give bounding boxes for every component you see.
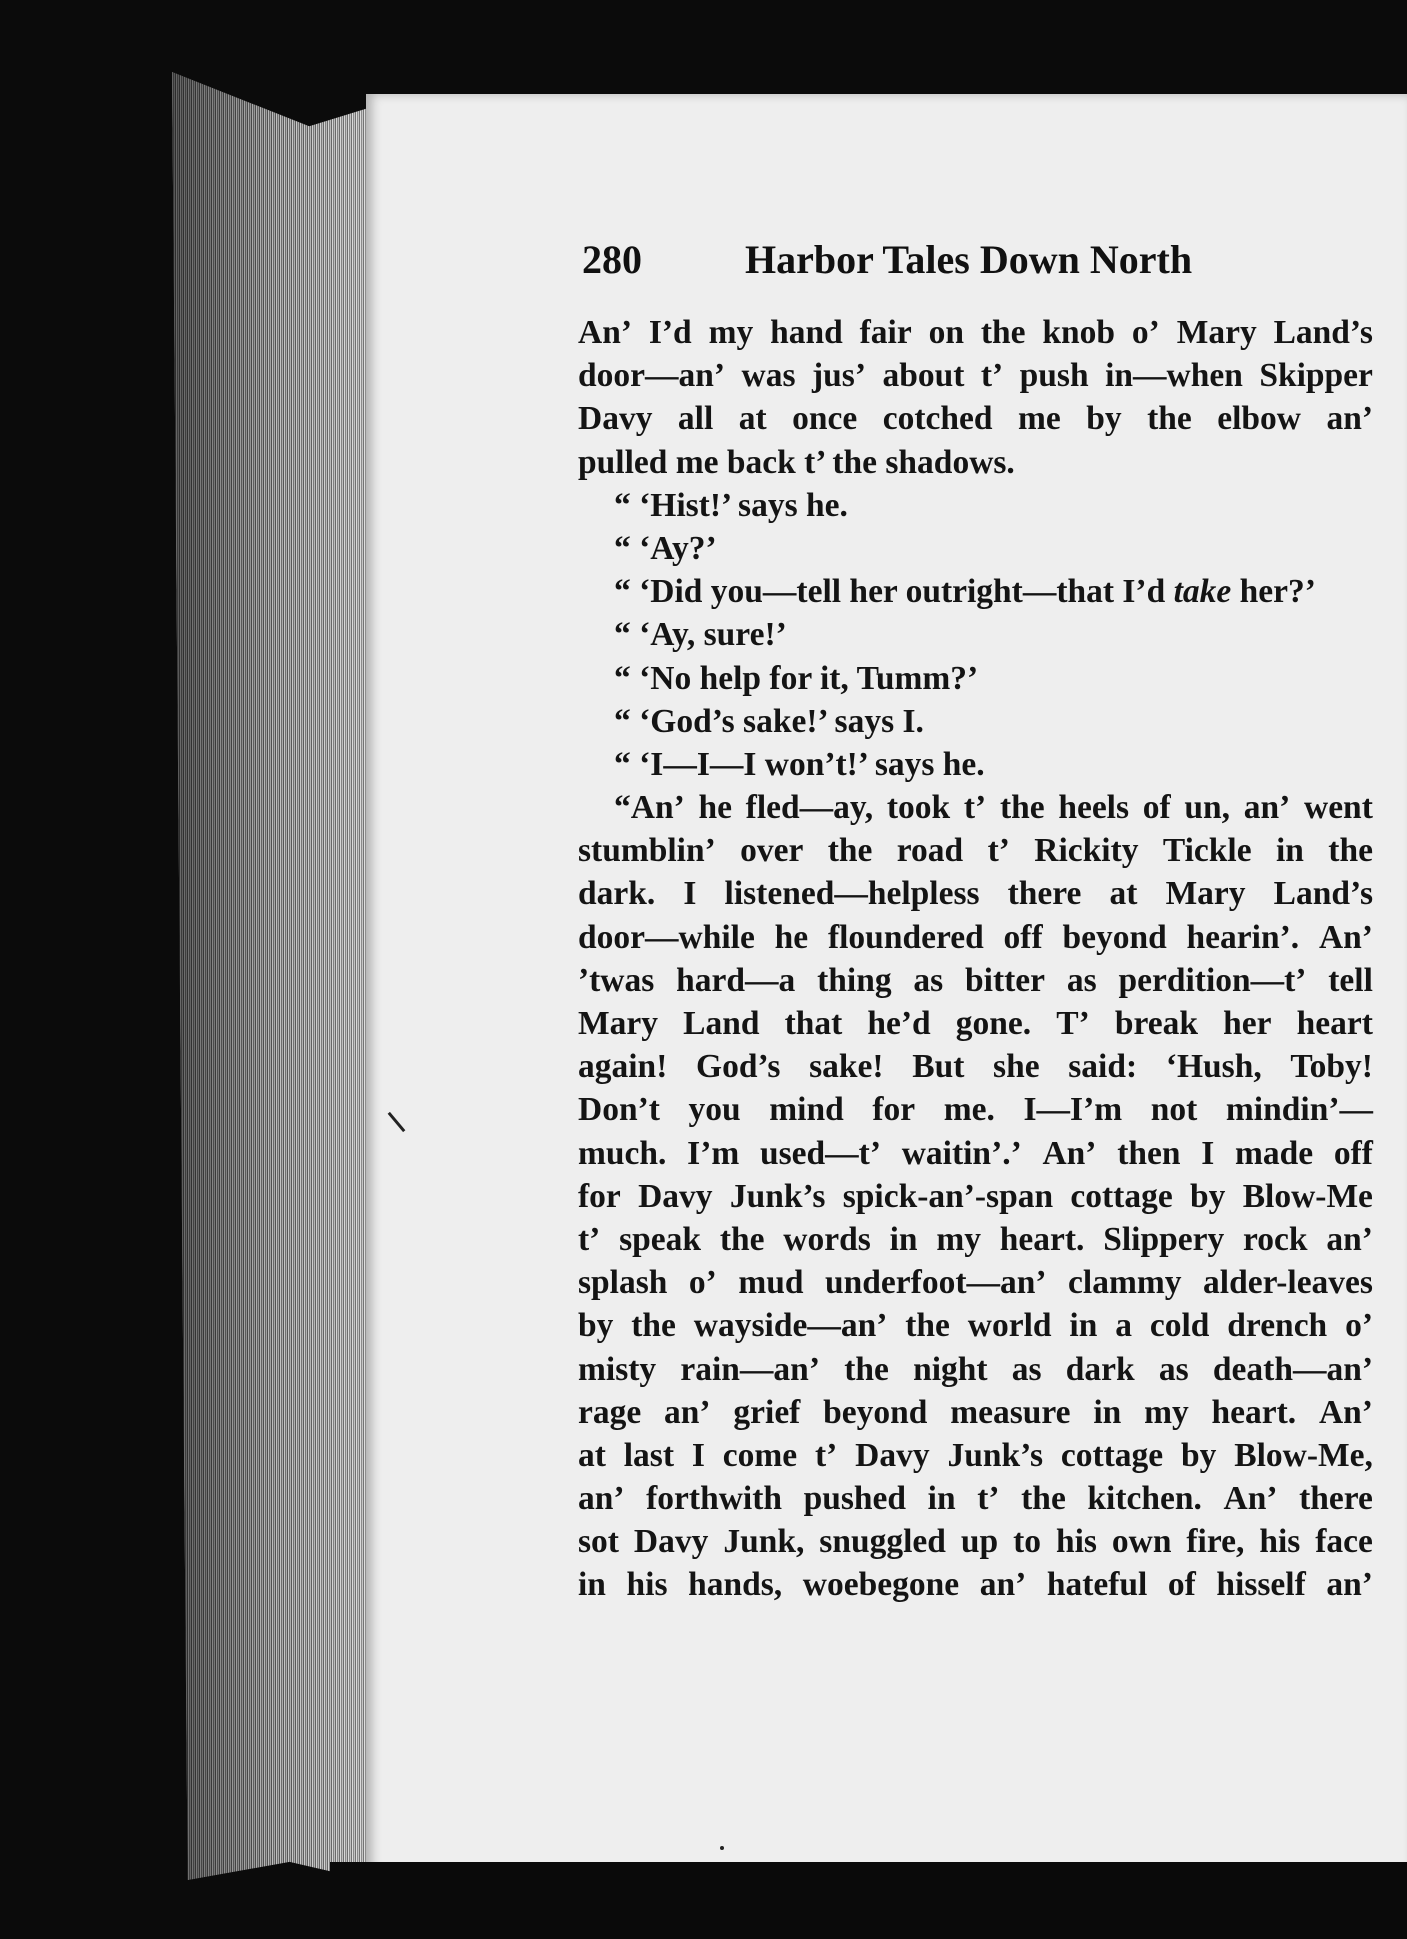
word: elbow	[1217, 400, 1301, 438]
word: floundered	[827, 918, 984, 956]
text-line	[578, 1434, 1373, 1477]
word: there	[1007, 875, 1082, 913]
word: Don’t	[578, 1091, 660, 1129]
word: Junk’s	[947, 1436, 1044, 1474]
italic-word: take	[1173, 573, 1232, 611]
word: the	[844, 1350, 889, 1388]
word: an’	[979, 1566, 1027, 1604]
line-text	[578, 1304, 1373, 1347]
word: as	[913, 961, 944, 999]
word: Land’s	[1273, 875, 1373, 913]
word: Mary	[1176, 314, 1257, 351]
text-line	[578, 1261, 1373, 1304]
word: an’	[578, 1480, 625, 1518]
text-line	[578, 613, 1373, 656]
word: tell	[1328, 961, 1373, 999]
word: woebegone	[802, 1566, 960, 1604]
word: T’	[1056, 1005, 1090, 1042]
word: Land’s	[1273, 314, 1373, 351]
word: Junk’s	[729, 1177, 826, 1215]
word: wayside—an’	[693, 1307, 888, 1345]
word: went	[1304, 789, 1373, 827]
word: rage	[578, 1393, 642, 1431]
word: t’	[814, 1436, 838, 1474]
word: dark.	[578, 875, 656, 913]
word: drench	[1227, 1307, 1328, 1345]
word: I’d	[648, 314, 692, 351]
word: I—I’m	[1023, 1091, 1123, 1129]
word: at	[1109, 875, 1138, 913]
word: t’	[980, 357, 1004, 395]
word: Blow-Me	[1242, 1177, 1373, 1215]
word: o’	[1345, 1307, 1373, 1345]
text-line	[578, 1045, 1373, 1088]
word: over	[740, 832, 804, 870]
word: my	[1144, 1393, 1189, 1431]
word: in	[1275, 832, 1304, 870]
word: off	[1003, 918, 1043, 956]
word: alder-leaves	[1203, 1264, 1373, 1302]
word: face	[1315, 1523, 1373, 1561]
line-text	[578, 1045, 1373, 1088]
line-text	[578, 1132, 1373, 1175]
word: at	[578, 1436, 606, 1474]
line-text	[578, 1261, 1373, 1304]
word: pushed	[803, 1480, 907, 1518]
word: an’	[1326, 1220, 1373, 1258]
word: snuggled	[819, 1523, 946, 1561]
text-line	[578, 397, 1373, 440]
word: push	[1019, 357, 1089, 395]
line-text: “ ‘God’s sake!’ says I.	[614, 702, 924, 740]
line-text: “ ‘Ay, sure!’	[614, 616, 787, 654]
word: sake!	[809, 1048, 884, 1086]
text-line	[578, 700, 1373, 743]
word: Land	[683, 1005, 760, 1042]
line-text	[578, 1563, 1373, 1606]
word: by	[578, 1307, 614, 1345]
word: grief	[733, 1393, 801, 1431]
word: un,	[1184, 789, 1231, 827]
word: a	[1115, 1307, 1132, 1345]
body-text	[578, 311, 1373, 1607]
word: in	[578, 1566, 606, 1604]
line-text-after: her?’	[1231, 573, 1316, 611]
word: cottage	[1070, 1177, 1173, 1215]
word: knob	[1042, 314, 1116, 351]
word: mind	[769, 1091, 844, 1129]
word: used—t’	[760, 1134, 881, 1172]
word: gone.	[955, 1005, 1032, 1042]
word: the	[980, 314, 1026, 351]
word: the	[719, 1220, 765, 1258]
word: speak	[619, 1220, 702, 1258]
word: God’s	[696, 1048, 781, 1086]
word: ‘Hush,	[1165, 1048, 1262, 1086]
word: his	[1055, 1523, 1097, 1561]
word: the	[1021, 1480, 1066, 1518]
word: as	[1066, 961, 1097, 999]
word: Junk,	[723, 1523, 805, 1561]
word: his	[626, 1566, 668, 1604]
word: said:	[1068, 1048, 1138, 1086]
word: Toby!	[1290, 1048, 1373, 1086]
word: me.	[943, 1091, 995, 1129]
line-text: pulled me back t’ the shadows.	[578, 443, 1015, 481]
word: an’	[664, 1393, 711, 1431]
word: own	[1111, 1523, 1172, 1561]
word: break	[1114, 1005, 1199, 1042]
text-line	[578, 829, 1373, 872]
word: his	[1259, 1523, 1301, 1561]
word: for	[872, 1091, 916, 1129]
word: words	[783, 1220, 871, 1258]
line-text	[578, 1002, 1373, 1045]
word: bitter	[965, 961, 1046, 999]
word: by	[1190, 1177, 1226, 1215]
word: beyond	[823, 1393, 928, 1431]
text-line	[578, 311, 1373, 354]
word: kitchen.	[1087, 1480, 1202, 1518]
word: took	[886, 789, 951, 827]
word: clammy	[1068, 1264, 1182, 1302]
text-line	[578, 527, 1373, 570]
text-line	[578, 1175, 1373, 1218]
word: t’	[963, 789, 987, 827]
word: of	[1167, 1566, 1196, 1604]
word: An’	[1042, 1134, 1097, 1172]
word: made	[1235, 1134, 1314, 1172]
word: Davy	[578, 400, 653, 438]
word: Slippery	[1103, 1220, 1225, 1258]
word: o’	[1131, 314, 1160, 351]
word: heels	[1058, 789, 1130, 827]
word: by	[1181, 1436, 1217, 1474]
word: Mary	[578, 1005, 658, 1042]
word: again!	[578, 1048, 668, 1086]
word: off	[1333, 1134, 1373, 1172]
word: listened—helpless	[724, 875, 980, 913]
line-text	[578, 311, 1373, 354]
line-text	[614, 786, 1373, 829]
word: the	[999, 789, 1045, 827]
line-text	[578, 1391, 1373, 1434]
text-line	[578, 657, 1373, 700]
word: Mary	[1165, 875, 1246, 913]
word: But	[912, 1048, 965, 1086]
text-line	[578, 1218, 1373, 1261]
text-line	[578, 1348, 1373, 1391]
word: An’	[1318, 1393, 1373, 1431]
word: I	[1201, 1134, 1215, 1172]
word: in	[889, 1220, 918, 1258]
word: fire,	[1186, 1523, 1245, 1561]
word: An’	[1318, 918, 1373, 956]
text-line	[578, 1520, 1373, 1563]
word: I’m	[687, 1134, 740, 1172]
word: last	[623, 1436, 674, 1474]
line-text	[578, 1477, 1373, 1520]
word: on	[928, 314, 964, 351]
word: the	[1328, 832, 1373, 870]
word: door—while	[578, 918, 755, 956]
word: to	[1013, 1523, 1041, 1561]
word: me	[1017, 400, 1061, 438]
word: up	[960, 1523, 999, 1561]
word: ’twas	[578, 961, 655, 999]
line-text	[578, 1434, 1373, 1477]
word: in	[1069, 1307, 1098, 1345]
text-line	[578, 786, 1373, 829]
word: hand	[770, 314, 843, 351]
word: as	[1158, 1350, 1189, 1388]
line-text: “ ‘I—I—I won’t!’ says he.	[614, 745, 985, 783]
word: hands,	[688, 1566, 783, 1604]
word: world	[967, 1307, 1052, 1345]
word: by	[1086, 400, 1122, 438]
line-text: “ ‘No help for it, Tumm?’	[614, 659, 979, 697]
text-line	[578, 484, 1373, 527]
word: heart.	[999, 1220, 1085, 1258]
word: underfoot—an’	[825, 1264, 1047, 1302]
word: in	[1093, 1393, 1122, 1431]
word: he	[774, 918, 809, 956]
line-text	[578, 1088, 1373, 1131]
word: dark	[1065, 1350, 1135, 1388]
word: I	[683, 875, 697, 913]
word: night	[913, 1350, 988, 1388]
line-text	[578, 1175, 1373, 1218]
line-text	[578, 829, 1373, 872]
word: rock	[1243, 1220, 1308, 1258]
page-edges	[172, 72, 368, 1880]
running-title: Harbor Tales Down North	[745, 237, 1193, 282]
word: door—an’	[578, 357, 726, 395]
line-text	[578, 916, 1373, 959]
word: there	[1299, 1480, 1373, 1518]
text-line	[578, 959, 1373, 1002]
word: was	[741, 357, 796, 395]
word: road	[896, 832, 964, 870]
text-line	[578, 441, 1373, 484]
text-line	[578, 1088, 1373, 1131]
word: spick-an’-span	[842, 1177, 1054, 1215]
word: he’d	[867, 1005, 931, 1042]
word: for	[578, 1177, 621, 1215]
text-line	[578, 1304, 1373, 1347]
word: about	[882, 357, 965, 395]
word: Skipper	[1259, 357, 1373, 395]
word: heart	[1296, 1005, 1373, 1042]
word: thing	[817, 961, 892, 999]
text-line	[578, 916, 1373, 959]
word: an’	[1243, 789, 1291, 827]
word: Davy	[855, 1436, 930, 1474]
text-line	[578, 354, 1373, 397]
line-text	[578, 354, 1373, 397]
word: sot	[578, 1523, 619, 1561]
word: forthwith	[646, 1480, 783, 1518]
word: as	[1011, 1350, 1042, 1388]
text-line	[578, 1391, 1373, 1434]
line-text: “ ‘Hist!’ says he.	[614, 486, 848, 524]
word: Blow-Me,	[1234, 1436, 1373, 1474]
text-line	[578, 743, 1373, 786]
word: her	[1223, 1005, 1272, 1042]
line-text	[578, 397, 1373, 440]
ink-speck	[720, 1846, 724, 1850]
word: cottage	[1060, 1436, 1164, 1474]
text-line	[578, 1002, 1373, 1045]
line-text	[578, 872, 1373, 915]
line-text	[578, 1520, 1373, 1563]
text-line	[578, 872, 1373, 915]
word: he	[698, 789, 732, 827]
word: my	[936, 1220, 981, 1258]
word: all	[677, 400, 714, 438]
word: beyond	[1062, 918, 1167, 956]
word: An’	[578, 314, 632, 351]
line-text	[578, 1218, 1373, 1261]
page-number: 280	[582, 237, 642, 282]
word: hisself	[1216, 1566, 1306, 1604]
word: an’	[1326, 400, 1373, 438]
word: hateful	[1046, 1566, 1148, 1604]
word: that	[784, 1005, 843, 1042]
word: t’	[987, 832, 1010, 870]
word: t’	[977, 1480, 1000, 1518]
word: not	[1150, 1091, 1198, 1129]
word: heart.	[1211, 1393, 1297, 1431]
word: at	[738, 400, 767, 438]
word: t’	[578, 1220, 601, 1258]
word: An’	[1223, 1480, 1278, 1518]
word: cold	[1149, 1307, 1210, 1345]
word: Tickle	[1162, 832, 1252, 870]
word: you	[688, 1091, 741, 1129]
word: “An’	[614, 789, 685, 827]
word: hard—a	[676, 961, 796, 999]
word: an’	[1326, 1566, 1373, 1604]
line-text	[578, 959, 1373, 1002]
word: she	[993, 1048, 1040, 1086]
word: mud	[738, 1264, 804, 1302]
word: of	[1142, 789, 1171, 827]
word: Rickity	[1034, 832, 1139, 870]
word: much.	[578, 1134, 667, 1172]
word: come	[722, 1436, 798, 1474]
line-text	[578, 1348, 1373, 1391]
word: the	[1147, 400, 1192, 438]
word: my	[708, 314, 754, 351]
word: splash	[578, 1264, 668, 1302]
text-line	[578, 570, 1373, 613]
line-text: “ ‘Did you—tell her outright—that I’d	[614, 573, 1174, 611]
word: in—when	[1105, 357, 1243, 395]
word: once	[792, 400, 858, 438]
word: I	[691, 1436, 705, 1474]
word: o’	[688, 1264, 717, 1302]
word: misty	[578, 1350, 657, 1388]
text-line	[578, 1563, 1373, 1606]
word: Davy	[633, 1523, 709, 1561]
word: waitin’.’	[901, 1134, 1022, 1172]
word: rain—an’	[680, 1350, 820, 1388]
word: stumblin’	[578, 832, 716, 870]
text-line	[578, 1477, 1373, 1520]
word: death—an’	[1212, 1350, 1373, 1388]
word: jus’	[812, 357, 866, 395]
word: hearin’.	[1186, 918, 1300, 956]
word: fled—ay,	[745, 789, 874, 827]
word: fair	[859, 314, 912, 351]
word: cotched	[882, 400, 993, 438]
line-text: “ ‘Ay?’	[614, 529, 717, 567]
word: the	[631, 1307, 676, 1345]
word: the	[905, 1307, 950, 1345]
word: then	[1117, 1134, 1181, 1172]
word: mindin’—	[1225, 1091, 1373, 1129]
text-line	[578, 1132, 1373, 1175]
word: the	[827, 832, 873, 870]
bottom-shadow	[330, 1862, 1407, 1939]
running-head	[582, 236, 1242, 286]
word: in	[927, 1480, 956, 1518]
word: perdition—t’	[1118, 961, 1307, 999]
word: measure	[950, 1393, 1071, 1431]
word: Davy	[638, 1177, 713, 1215]
